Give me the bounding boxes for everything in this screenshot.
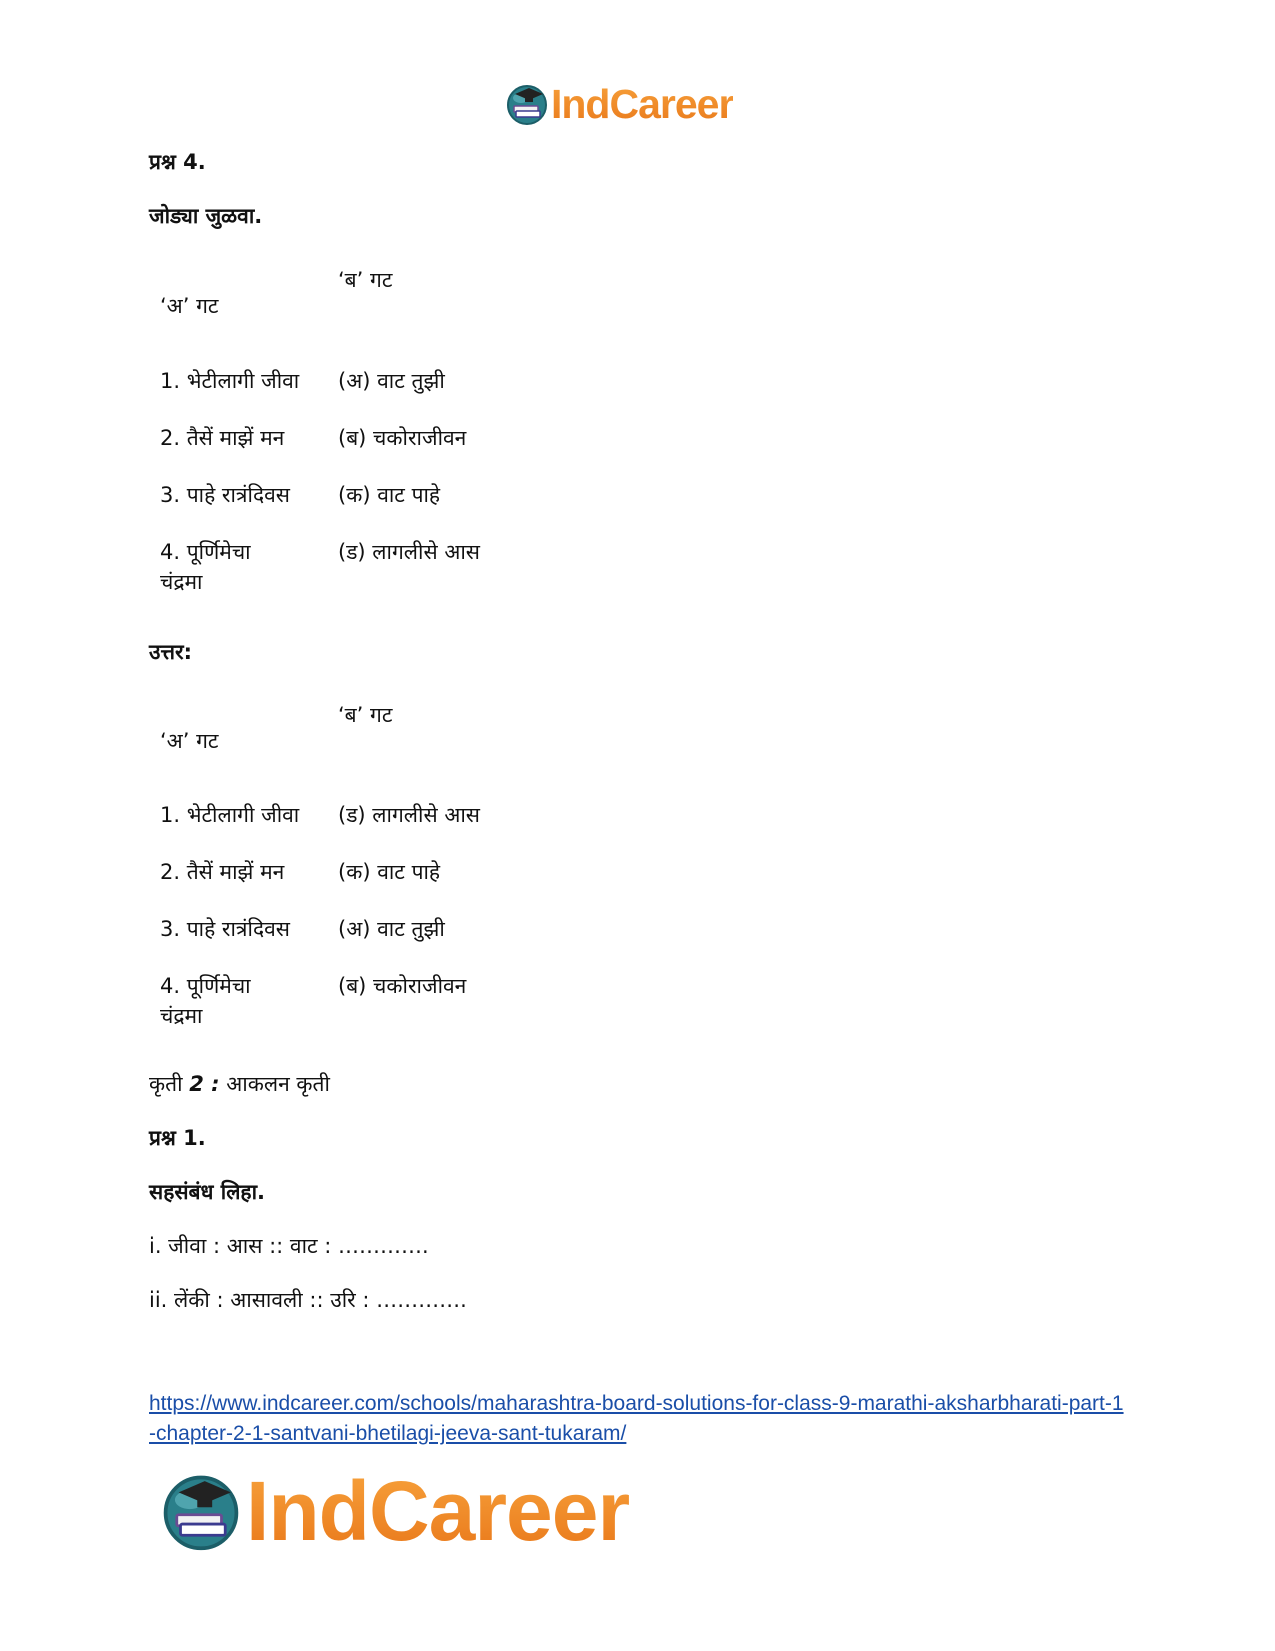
brand-wordmark: IndCareer <box>551 81 734 127</box>
activity-number: 2 : <box>189 1072 220 1096</box>
indcareer-logo-bottom <box>160 1464 630 1558</box>
activity-title: आकलन कृती <box>226 1072 330 1096</box>
question-4-instruction: जोड्या जुळवा. <box>149 204 263 228</box>
table-row-a: 4. पूर्णिमेचा <box>160 974 251 998</box>
question-1-title: प्रश्न 1. <box>149 1126 206 1150</box>
list-item: i. जीवा : आस :: वाट : …………. <box>149 1234 429 1258</box>
table-row-b: (ड) लागलीसे आस <box>338 540 481 564</box>
question-1-instruction: सहसंबंध लिहा. <box>149 1180 266 1204</box>
question-4-title: प्रश्न 4. <box>149 150 206 174</box>
table-row-b: (अ) वाट तुझी <box>338 369 445 393</box>
table-row-a: 4. पूर्णिमेचा <box>160 540 251 564</box>
table-row-a: 1. भेटीलागी जीवा <box>160 369 300 393</box>
table-row-a: 2. तैसें माझें मन <box>160 860 285 884</box>
globe-book-icon <box>160 1470 242 1552</box>
table-row-a-continued: चंद्रमा <box>160 1004 203 1028</box>
source-url-link[interactable]: https://www.indcareer.com/schools/maharashtra-board-solutions-for-class-9-marathi-aksharbharati-part-1-chapter-2-1-santvani-bhetilagi-jeeva-sant-tukaram/ <box>149 1392 1124 1445</box>
header-group-a: ‘अ’ गट <box>160 294 219 318</box>
activity-prefix: कृती <box>149 1072 183 1096</box>
table-row-a: 2. तैसें माझें मन <box>160 426 285 450</box>
table-row-b: (अ) वाट तुझी <box>338 917 445 941</box>
header-group-b: ‘ब’ गट <box>338 703 393 727</box>
answer-label: उत्तर: <box>149 640 193 664</box>
globe-book-icon <box>505 82 549 126</box>
brand-wordmark: IndCareer <box>246 1464 630 1558</box>
indcareer-logo-top <box>505 80 733 128</box>
activity-2-heading <box>149 1070 330 1098</box>
table-row-a: 3. पाहे रात्रंदिवस <box>160 917 290 941</box>
table-row-b: (ड) लागलीसे आस <box>338 803 481 827</box>
table-row-a: 1. भेटीलागी जीवा <box>160 803 300 827</box>
header-group-b: ‘ब’ गट <box>338 268 393 292</box>
table-row-b: (ब) चकोराजीवन <box>338 974 467 998</box>
table-row-b: (ब) चकोराजीवन <box>338 426 467 450</box>
table-row-a-continued: चंद्रमा <box>160 570 203 594</box>
table-row-b: (क) वाट पाहे <box>338 860 441 884</box>
table-row-a: 3. पाहे रात्रंदिवस <box>160 483 290 507</box>
header-group-a: ‘अ’ गट <box>160 729 219 753</box>
table-row-b: (क) वाट पाहे <box>338 483 441 507</box>
list-item: ii. लेंकी : आसावली :: उरि : …………. <box>149 1288 467 1312</box>
